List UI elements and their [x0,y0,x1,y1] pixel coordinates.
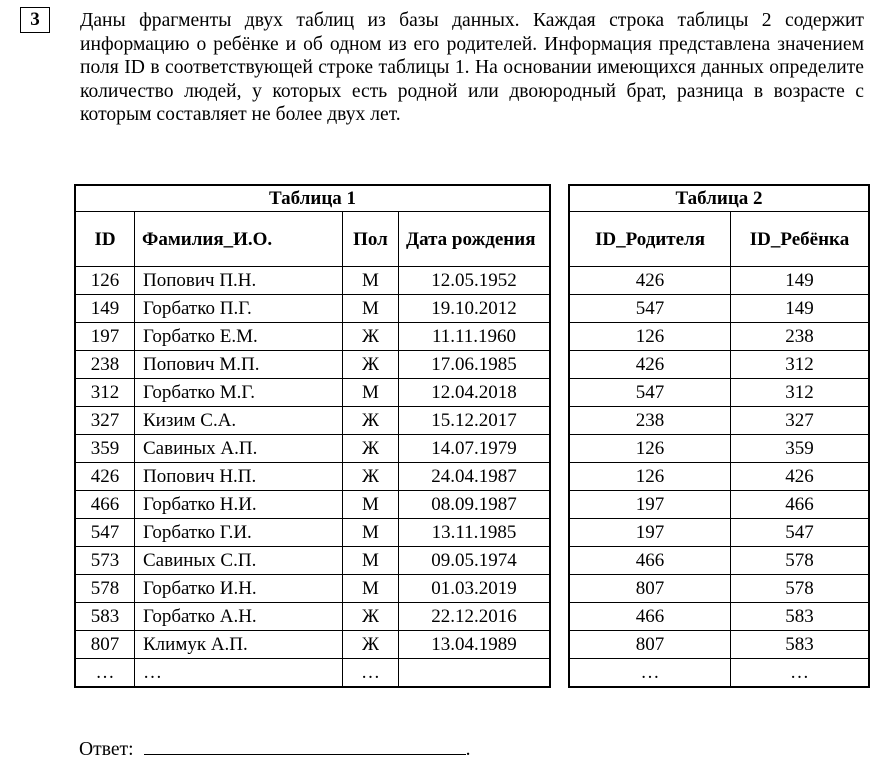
table-1-cell-gender: Ж [343,323,399,351]
table-2-row [569,519,869,547]
table-2-header-parent-id: ID_Родителя [569,212,731,267]
table-2-cell-parent-id: 238 [569,407,731,435]
table-1-cell-gender: Ж [343,351,399,379]
table-2-cell-child-id: 149 [731,295,870,323]
table-1-cell-name: Горбатко П.Г. [135,295,343,323]
table-1-cell-id: … [75,659,135,688]
table-1-cell-id: 583 [75,603,135,631]
table-1-caption: Таблица 1 [75,185,550,212]
table-2-header-child-id: ID_Ребёнка [731,212,870,267]
answer-field[interactable] [144,736,466,755]
table-1-row [75,659,550,688]
table-1-cell-birthdate: 24.04.1987 [399,463,551,491]
table-1-row [75,435,550,463]
table-1-cell-birthdate: 08.09.1987 [399,491,551,519]
answer-label: Ответ: [79,739,134,760]
table-1-cell-name: Попович П.Н. [135,267,343,295]
table-1-cell-name: Горбатко И.Н. [135,575,343,603]
table-1-header-name: Фамилия_И.О. [135,212,343,267]
table-2-row [569,351,869,379]
table-2 [568,184,870,688]
table-2-cell-parent-id: 547 [569,379,731,407]
table-1-cell-birthdate: 17.06.1985 [399,351,551,379]
table-2-row [569,407,869,435]
table-1-cell-gender: Ж [343,603,399,631]
table-2-cell-parent-id: 466 [569,603,731,631]
table-1-cell-name: Горбатко М.Г. [135,379,343,407]
table-1-cell-id: 807 [75,631,135,659]
table-1-cell-id: 238 [75,351,135,379]
table-1-row [75,631,550,659]
task-text: Даны фрагменты двух таблиц из базы данных. Каждая строка таблицы 2 содержит информацию о ребёнке и об одном из его родителей. Информация представлена значением поля ID в соответствующей строке таблицы 1. На основании имеющихся данных определите количество людей, у которых есть родной или двоюродный брат, разница в возрасте с которым составляет не более двух лет. [80,10,864,126]
table-2-row [569,575,869,603]
table-1-cell-gender: М [343,547,399,575]
table-1-cell-birthdate: 14.07.1979 [399,435,551,463]
table-2-cell-child-id: 578 [731,575,870,603]
table-1-cell-birthdate: 01.03.2019 [399,575,551,603]
table-2-cell-parent-id: 426 [569,267,731,295]
table-2-cell-parent-id: … [569,659,731,688]
table-1-row [75,491,550,519]
table-1-cell-birthdate: 11.11.1960 [399,323,551,351]
table-1-cell-id: 466 [75,491,135,519]
table-1-cell-birthdate: 13.04.1989 [399,631,551,659]
table-2-cell-parent-id: 426 [569,351,731,379]
table-2-row [569,267,869,295]
table-2-cell-parent-id: 126 [569,323,731,351]
table-2-cell-parent-id: 197 [569,491,731,519]
table-2-cell-child-id: 238 [731,323,870,351]
table-1-cell-birthdate: 12.05.1952 [399,267,551,295]
table-1-cell-birthdate [399,659,551,688]
table-1-cell-name: Савиных А.П. [135,435,343,463]
table-1-cell-gender: М [343,295,399,323]
table-1-row [75,547,550,575]
table-2-cell-child-id: 426 [731,463,870,491]
table-1-cell-name: … [135,659,343,688]
table-1-row [75,295,550,323]
table-1-cell-id: 547 [75,519,135,547]
table-1-header-birthdate: Дата рождения [399,212,551,267]
table-1-cell-id: 426 [75,463,135,491]
table-2-cell-parent-id: 126 [569,463,731,491]
task-number: 3 [20,7,50,33]
table-1-cell-gender: Ж [343,463,399,491]
table-2-cell-parent-id: 197 [569,519,731,547]
table-1-cell-gender: Ж [343,407,399,435]
table-2-row [569,547,869,575]
table-2-row [569,631,869,659]
table-1-cell-birthdate: 19.10.2012 [399,295,551,323]
table-1-row [75,519,550,547]
table-2-cell-child-id: 466 [731,491,870,519]
table-1-cell-name: Савиных С.П. [135,547,343,575]
table-2-row [569,491,869,519]
table-1-cell-id: 327 [75,407,135,435]
table-1-cell-name: Климук А.П. [135,631,343,659]
table-2-cell-parent-id: 126 [569,435,731,463]
table-2-cell-child-id: 327 [731,407,870,435]
table-1-cell-gender: Ж [343,631,399,659]
table-1-cell-id: 197 [75,323,135,351]
table-1 [74,184,551,688]
table-1-cell-birthdate: 12.04.2018 [399,379,551,407]
table-2-cell-parent-id: 807 [569,575,731,603]
table-1-header-gender: Пол [343,212,399,267]
table-1-cell-gender: М [343,379,399,407]
table-1-cell-name: Горбатко Н.И. [135,491,343,519]
table-1-cell-gender: М [343,491,399,519]
table-2-cell-parent-id: 466 [569,547,731,575]
table-1-cell-name: Попович Н.П. [135,463,343,491]
table-1-cell-birthdate: 13.11.1985 [399,519,551,547]
table-2-row [569,463,869,491]
table-2-cell-child-id: 312 [731,379,870,407]
table-1-row [75,379,550,407]
table-2-cell-child-id: 578 [731,547,870,575]
table-1-cell-name: Горбатко Г.И. [135,519,343,547]
table-1-cell-birthdate: 22.12.2016 [399,603,551,631]
table-2-row [569,323,869,351]
table-1-cell-gender: … [343,659,399,688]
table-2-row [569,295,869,323]
table-1-cell-name: Попович М.П. [135,351,343,379]
table-1-cell-id: 359 [75,435,135,463]
table-1-cell-gender: Ж [343,435,399,463]
table-2-row [569,435,869,463]
table-1-cell-gender: М [343,575,399,603]
table-2-row [569,379,869,407]
table-1-cell-id: 573 [75,547,135,575]
table-1-cell-birthdate: 15.12.2017 [399,407,551,435]
table-2-cell-child-id: 312 [731,351,870,379]
table-1-row [75,267,550,295]
table-1-cell-name: Горбатко Е.М. [135,323,343,351]
table-1-cell-id: 578 [75,575,135,603]
table-2-cell-child-id: 547 [731,519,870,547]
table-1-row [75,603,550,631]
table-1-row [75,407,550,435]
table-2-cell-child-id: 583 [731,631,870,659]
table-2-cell-child-id: 583 [731,603,870,631]
table-2-cell-child-id: … [731,659,870,688]
table-2-cell-child-id: 149 [731,267,870,295]
table-1-cell-id: 149 [75,295,135,323]
table-1-row [75,323,550,351]
table-1-cell-id: 126 [75,267,135,295]
table-2-cell-parent-id: 547 [569,295,731,323]
table-1-header-id: ID [75,212,135,267]
table-2-cell-child-id: 359 [731,435,870,463]
table-1-cell-name: Кизим С.А. [135,407,343,435]
answer-line [79,736,470,761]
table-2-cell-parent-id: 807 [569,631,731,659]
table-1-cell-name: Горбатко А.Н. [135,603,343,631]
table-1-row [75,575,550,603]
table-1-cell-id: 312 [75,379,135,407]
answer-suffix: . [465,739,471,760]
table-1-cell-gender: М [343,267,399,295]
table-1-cell-gender: М [343,519,399,547]
table-1-row [75,463,550,491]
table-2-caption: Таблица 2 [569,185,869,212]
table-2-row [569,659,869,688]
table-1-row [75,351,550,379]
table-1-cell-birthdate: 09.05.1974 [399,547,551,575]
table-2-row [569,603,869,631]
